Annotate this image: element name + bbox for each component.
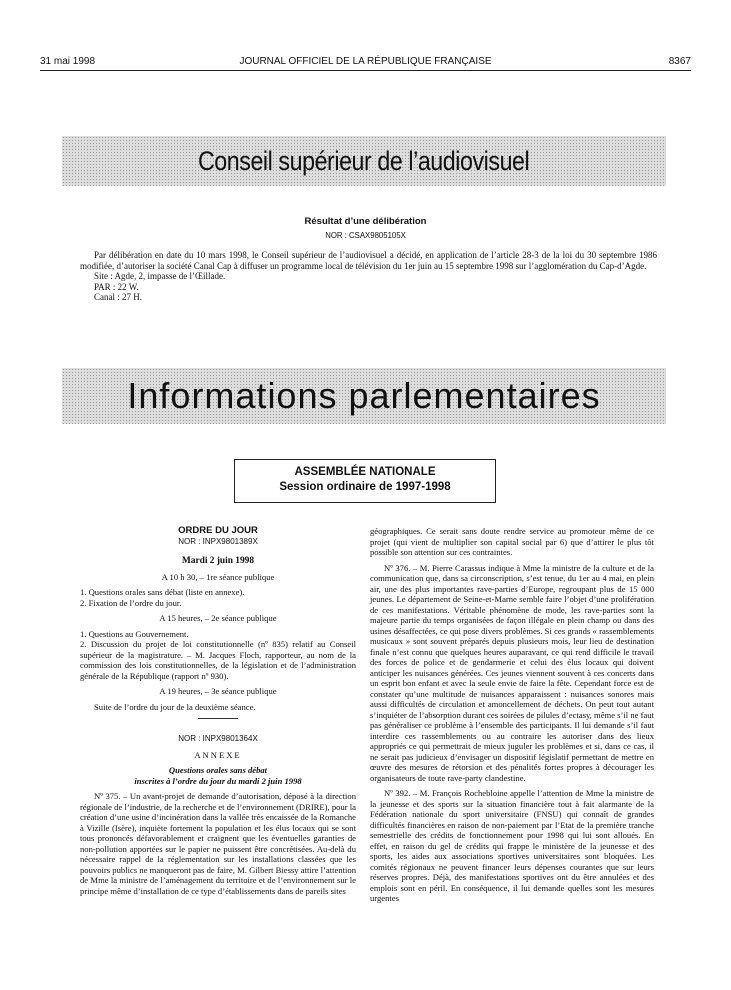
- right-column: [370, 526, 654, 904]
- ordre-du-jour-nor: NOR : INPX9801389X: [178, 536, 258, 546]
- ordre-du-jour-title: ORDRE DU JOUR: [178, 525, 258, 536]
- csa-site: Site : Agde, 2, impasse de l’Œillade.: [94, 271, 226, 282]
- parl-banner: [62, 368, 666, 424]
- session2-heading: A 15 heures, – 2e séance publique: [159, 613, 277, 623]
- parl-banner-title: Informations parlementaires: [127, 375, 601, 416]
- session3-text: Suite de l’ordre du jour de la deuxième séance.: [94, 701, 256, 712]
- session1-heading: A 10 h 30, – 1re séance publique: [161, 571, 275, 582]
- question-376: Nº 376. – M. Pierre Carassus indique à Mme la ministre de la culture et de la communication que, dans sa circonscription, s’est tenue, du 1er au 4 mai, en plein air, une des plus importantes rave-parties d’Europe, regroupant plus de 15 000 jeunes. Le département de Seine-et-Marne semble faire l’objet d’une prolifération de ces manifestations. Véritable phénomène de mode, les rave-parties sont la majeure partie du temps organisées de façon illégale en plein champ ou dans des usines désaffectées, ce qui pose divers problèmes. Si ces grands « rassemblements musicaux » sont souvent préparés depuis plusieurs mois, leur lieu de destination finale n’est connu que quelques heures auparavant, ce qui rend difficile le travail des forces de police et de gendarmerie et celui des élus locaux qui doivent anticiper les nuisances générées. Ces jeunes viennent souvent à ces concerts dans un esprit bon enfant et avec la seule envie de faire la fête. Cependant force est de constater qu’une multitude de nuisances apparaissent : nuisances sonores mais aussi difficultés de circulation et amoncellement de déchets. On peut tout autant s’inquiéter de l’absorption durant ces soirées de pilules d’ectasy, même s’il ne faut pas généraliser ce problème à l’ensemble des participants. Il lui demande s’il faut interdire ces rassemblements ou au contraire les autoriser dans des lieux appropriés ce qui permettrait de mieux juguler les problèmes et si, dans ce cas, il ne serait pas judicieux d’envisager un dispositif législatif permettant de mettre en œuvre des mesures de rétorsion et des pénalités fortes propres à décourager les organisateurs de toute rave-party clandestine.: [370, 562, 654, 783]
- annex-nor: NOR : INPX9801364X: [178, 734, 258, 743]
- header-page-number: 8367: [668, 56, 691, 67]
- csa-nor: NOR : CSAX9805105X: [325, 231, 406, 240]
- question-375: Nº 375. – Un avant-projet de demande d’autorisation, déposé à la direction régionale de l’industrie, de la recherche et de l’environnement (DRIRE), pour la création d’une usine d’incinération dans la vallée très encaissée de la Romanche à Vizille (Isère), inquiète fortement la population et les élus locaux qui se sont tous prononcés défavorablement et craignent que les éventuelles garanties de non-pollution apportées sur le papier ne puissent être concrétisées. Au-delà du nécessaire rappel de la réglementation sur les installations classées que les pouvoirs publics ne manqueront pas de faire, M. Gilbert Biessy attire l’attention de Mme la ministre de l’aménagement du territoire et de l’environnement sur le principe même d’installation de ce type d’établissements dans de pareils sites: [80, 791, 356, 896]
- assembly-name: ASSEMBLÉE NATIONALE: [294, 466, 436, 478]
- csa-canal: Canal : 27 H.: [94, 292, 142, 303]
- left-column: [80, 526, 356, 896]
- date-heading: Mardi 2 juin 1998: [181, 556, 255, 566]
- section-divider: [198, 718, 238, 719]
- csa-banner-title: Conseil supérieur de l’audiovisuel: [198, 145, 530, 176]
- session2-item: 2. Discussion du projet de loi constitutionnelle (nº 835) relatif au Conseil supérieur de la magistrature. – M. Jacques Floch, rapporteur, au nom de la commission des lois constitutionnelles, de la législation et de l’administration générale de la République (rapport nº 930).: [80, 639, 356, 681]
- session1-item: 1. Questions orales sans débat (liste en annexe).: [80, 587, 245, 597]
- csa-banner: [62, 136, 666, 186]
- session3-heading: A 19 heures, – 3e séance publique: [159, 686, 277, 696]
- header-journal-title: JOURNAL OFFICIEL DE LA RÉPUBLIQUE FRANÇAISE: [239, 56, 492, 67]
- result-title: Résultat d’une délibération: [304, 216, 427, 227]
- session2-item: 1. Questions au Gouvernement.: [80, 628, 189, 639]
- annex-subtitle: inscrites à l’ordre du jour du mardi 2 juin 1998: [134, 775, 302, 786]
- annex-title: ANNEXE: [194, 749, 242, 760]
- question-392: Nº 392. – M. François Rochebloine appelle l’attention de Mme la ministre de la jeunesse et des sports sur la situation financière tout à fait alarmante de la Fédération nationale du sport universitaire (FNSU) qui connaît de grandes difficultés financières en raison de non-paiement par l’Etat de la première tranche semestrielle des crédits de fonctionnement pour 1998 qui lui sont alloués. En effet, en raison du gel de crédits qui frappe le ministère de la jeunesse et des sports, les aides aux associations sportives universitaires sont bloquées. Les comités régionaux ne peuvent financer leurs dépenses courantes que sur leurs réserves propres. Déjà, des manifestations sportives ont du être annulées et des emplois sont en péril. En conséquence, il lui demande quelles sont les mesures urgentes: [370, 788, 654, 903]
- csa-par: PAR : 22 W.: [94, 281, 139, 292]
- csa-deliberation-text: [80, 250, 657, 303]
- header-date: 31 mai 1998: [40, 56, 96, 67]
- session1-item: 2. Fixation de l’ordre du jour.: [80, 597, 182, 608]
- assembly-box: [234, 459, 496, 503]
- question-375-continued: géographiques. Ce serait sans doute rendre service au promoteur même de ce projet (qui vient de multiplier son capital social par 6) que d’attirer le plus tôt possible son attention sur ces contraintes.: [370, 526, 654, 557]
- csa-paragraph: Par délibération en date du 10 mars 1998, le Conseil supérieur de l’audiovisuel a décidé, en application de l’article 28-3 de la loi du 30 septembre 1986 modifiée, d’autoriser la société Canal Cap à diffuser un programme local de télévision du 1er juin au 15 septembre 1998 sur l’agglomération du Cap-d’Agde.: [80, 250, 657, 271]
- running-header: [40, 56, 691, 71]
- session-name: Session ordinaire de 1997-1998: [279, 481, 451, 493]
- annex-subtitle: Questions orales sans débat: [168, 765, 268, 775]
